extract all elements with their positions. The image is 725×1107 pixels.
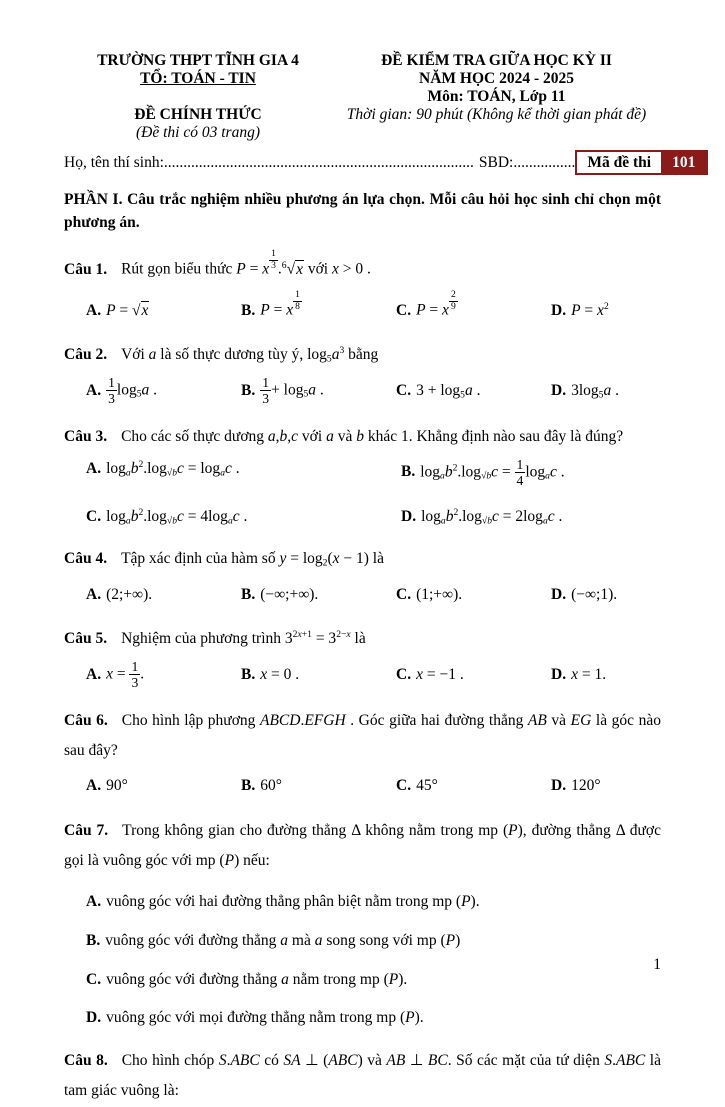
option-letter: D. bbox=[551, 301, 567, 319]
answer-option: D. $P = x^2$ bbox=[551, 300, 609, 319]
option-letter: A. bbox=[86, 665, 102, 683]
option-letter: B. bbox=[241, 381, 256, 399]
option-letter: C. bbox=[396, 777, 412, 795]
option-letter: A. bbox=[86, 777, 102, 795]
answer-option: D. x = 1. bbox=[551, 665, 607, 683]
answer-option: A. vuông góc với hai đường thẳng phân biệt nằm trong mp (P). bbox=[86, 893, 480, 911]
answer-option: B. (−∞;+∞). bbox=[241, 585, 319, 603]
question bbox=[64, 624, 661, 691]
question bbox=[64, 1046, 661, 1106]
answer-option: B. x = 0 . bbox=[241, 665, 300, 683]
question bbox=[64, 544, 661, 609]
answer-option: D. $\log_ab^2.\log_{√b}c = 2\log_ac$ . bbox=[401, 506, 563, 526]
option-letter: B. bbox=[241, 585, 256, 603]
answer-option: A. $\log_ab^2.\log_{√b}c = \log_ac$ . bbox=[86, 459, 240, 479]
option-letter: C. bbox=[396, 665, 412, 683]
option-letter: C. bbox=[86, 970, 102, 988]
answer-options bbox=[64, 659, 661, 691]
answer-option: A. (2;+∞). bbox=[86, 585, 153, 603]
candidate-row bbox=[64, 150, 696, 175]
option-letter: A. bbox=[86, 585, 102, 603]
answer-option: C. $\log_ab^2.\log_{√b}c = 4\log_ac$ . bbox=[86, 506, 248, 526]
option-letter: B. bbox=[241, 665, 256, 683]
option-letter: D. bbox=[86, 1009, 102, 1027]
question bbox=[64, 706, 661, 801]
option-letter: A. bbox=[86, 381, 102, 399]
exam-title: ĐỀ KIỂM TRA GIỮA HỌC KỲ II bbox=[381, 52, 612, 69]
question-number: Câu 7. bbox=[64, 821, 109, 839]
answer-option: C. $3 + \log_5a$ . bbox=[396, 381, 481, 400]
answer-options bbox=[64, 375, 661, 407]
option-letter: D. bbox=[551, 585, 567, 603]
question-stem: Câu 3. Cho các số thực dương a,b,c với a và b khác 1. Khẳng định nào sau đây là đúng? bbox=[64, 427, 624, 445]
questions-container bbox=[64, 249, 661, 1106]
answer-options bbox=[64, 457, 661, 529]
answer-option: A. x = $\frac{1}{3}$ . bbox=[86, 659, 145, 691]
question-stem: Câu 1. Rút gọn biểu thức P = x $^{\frac{1}{3}}$ .$^6$√x với x > 0 . bbox=[64, 248, 371, 278]
sbd-dotted-line: ................ bbox=[513, 153, 576, 171]
answer-option: B. $\log_ab^2.\log_{√b}c$ = $\frac{1}{4}$ $\log_ac$ . bbox=[401, 456, 565, 489]
question-number: Câu 3. bbox=[64, 427, 108, 445]
answer-option: A. 90° bbox=[86, 777, 128, 795]
pages-note: (Đề thi có 03 trang) bbox=[136, 124, 260, 141]
option-letter: D. bbox=[551, 777, 567, 795]
answer-options bbox=[64, 290, 661, 325]
question-stem: Câu 4. Tập xác định của hàm số $y = \log_2(x - 1)$ là bbox=[64, 550, 384, 569]
question bbox=[64, 816, 661, 1032]
answer-option: C. (1;+∞). bbox=[396, 585, 463, 603]
page-number: 1 bbox=[653, 956, 661, 973]
option-letter: A. bbox=[86, 459, 102, 477]
option-letter: D. bbox=[551, 665, 567, 683]
header bbox=[64, 52, 661, 142]
question-stem: Câu 6. Cho hình lập phương ABCD.EFGH . Góc giữa hai đường thẳng AB và EG là góc nào sau đây? bbox=[64, 711, 661, 759]
answer-option: D. (−∞;1). bbox=[551, 585, 618, 603]
duration-note: Thời gian: 90 phút (Không kể thời gian phát đề) bbox=[346, 106, 647, 123]
answer-option: C. vuông góc với đường thẳng a nằm trong mp (P). bbox=[86, 970, 408, 988]
candidate-name-dotted-line: ................................................................................ bbox=[163, 153, 474, 171]
exam-code-label: Mã đề thi bbox=[577, 152, 661, 173]
question-number: Câu 1. bbox=[64, 260, 108, 278]
answer-option: A. $\frac{1}{3}$ $\log_5a$ . bbox=[86, 375, 157, 407]
question-stem: Câu 8. Cho hình chóp S.ABC có SA ⊥ (ABC) và AB ⊥ BC. Số các mặt của tứ diện S.ABC là tam giác vuông là: bbox=[64, 1052, 661, 1100]
option-letter: B. bbox=[86, 931, 101, 949]
question-number: Câu 8. bbox=[64, 1052, 108, 1070]
option-letter: C. bbox=[86, 507, 102, 525]
answer-options bbox=[64, 580, 661, 609]
question-stem: Câu 7. Trong không gian cho đường thẳng Δ không nằm trong mp (P), đường thẳng Δ được gọi là vuông góc với mp (P) nếu: bbox=[64, 821, 661, 869]
option-letter: B. bbox=[401, 463, 416, 481]
option-letter: C. bbox=[396, 381, 412, 399]
answer-option: D. 120° bbox=[551, 777, 601, 795]
answer-option: D. $3\log_5a$ . bbox=[551, 381, 619, 400]
part1-heading: PHẦN I. Câu trắc nghiệm nhiều phương án lựa chọn. Mỗi câu hỏi học sinh chỉ chọn một phương án. bbox=[64, 191, 661, 231]
header-spacer bbox=[64, 88, 332, 106]
question-number: Câu 4. bbox=[64, 550, 108, 568]
answer-option: B. vuông góc với đường thẳng a mà a song song với mp (P) bbox=[86, 931, 461, 949]
official-exam-label: ĐỀ CHÍNH THỨC bbox=[134, 106, 262, 123]
option-letter: C. bbox=[396, 585, 412, 603]
question-number: Câu 6. bbox=[64, 711, 108, 729]
header-school-block bbox=[64, 52, 332, 142]
department-name: TỔ: TOÁN - TIN bbox=[140, 70, 256, 87]
header-exam-block bbox=[332, 52, 661, 142]
option-letter: B. bbox=[241, 777, 256, 795]
answer-option: C. P = x $^{\frac{2}{9}}$ bbox=[396, 289, 456, 319]
answer-option: C. 45° bbox=[396, 777, 438, 795]
candidate-name-label: Họ, tên thí sinh: bbox=[64, 153, 164, 171]
question bbox=[64, 422, 661, 530]
answer-option: B. P = x $^{\frac{1}{8}}$ bbox=[241, 289, 300, 319]
answer-option: C. x = −1 . bbox=[396, 665, 464, 683]
option-letter: A. bbox=[86, 301, 102, 319]
question-stem: Câu 2. Với a là số thực dương tùy ý, $\log_5a^3$ bằng bbox=[64, 345, 379, 365]
exam-code-value: 101 bbox=[661, 152, 706, 173]
answer-options bbox=[64, 771, 661, 800]
sbd-label: SBD: bbox=[478, 153, 514, 171]
answer-option: B. 60° bbox=[241, 777, 282, 795]
option-letter: B. bbox=[241, 301, 256, 319]
school-year: NĂM HỌC 2024 - 2025 bbox=[419, 70, 574, 87]
question-number: Câu 2. bbox=[64, 346, 108, 363]
exam-code-box bbox=[575, 150, 708, 175]
option-letter: D. bbox=[401, 507, 417, 525]
question-number: Câu 5. bbox=[64, 629, 108, 647]
option-letter: A. bbox=[86, 893, 102, 911]
question-stem: Câu 5. Nghiệm của phương trình $3^{2x+1} = 3^{2-x}$ là bbox=[64, 629, 366, 647]
option-letter: C. bbox=[396, 301, 412, 319]
answer-option: A. P = √x bbox=[86, 301, 149, 319]
answer-option: D. vuông góc với mọi đường thẳng nằm trong mp (P). bbox=[86, 1009, 424, 1027]
answer-option: B. $\frac{1}{3}$ + $\log_5a$ . bbox=[241, 375, 324, 407]
question bbox=[64, 249, 661, 325]
subject-line: Môn: TOÁN, Lớp 11 bbox=[427, 88, 566, 105]
question bbox=[64, 340, 661, 407]
option-letter: D. bbox=[551, 381, 567, 399]
answer-options bbox=[64, 890, 661, 1031]
school-name: TRƯỜNG THPT TĨNH GIA 4 bbox=[97, 52, 299, 69]
